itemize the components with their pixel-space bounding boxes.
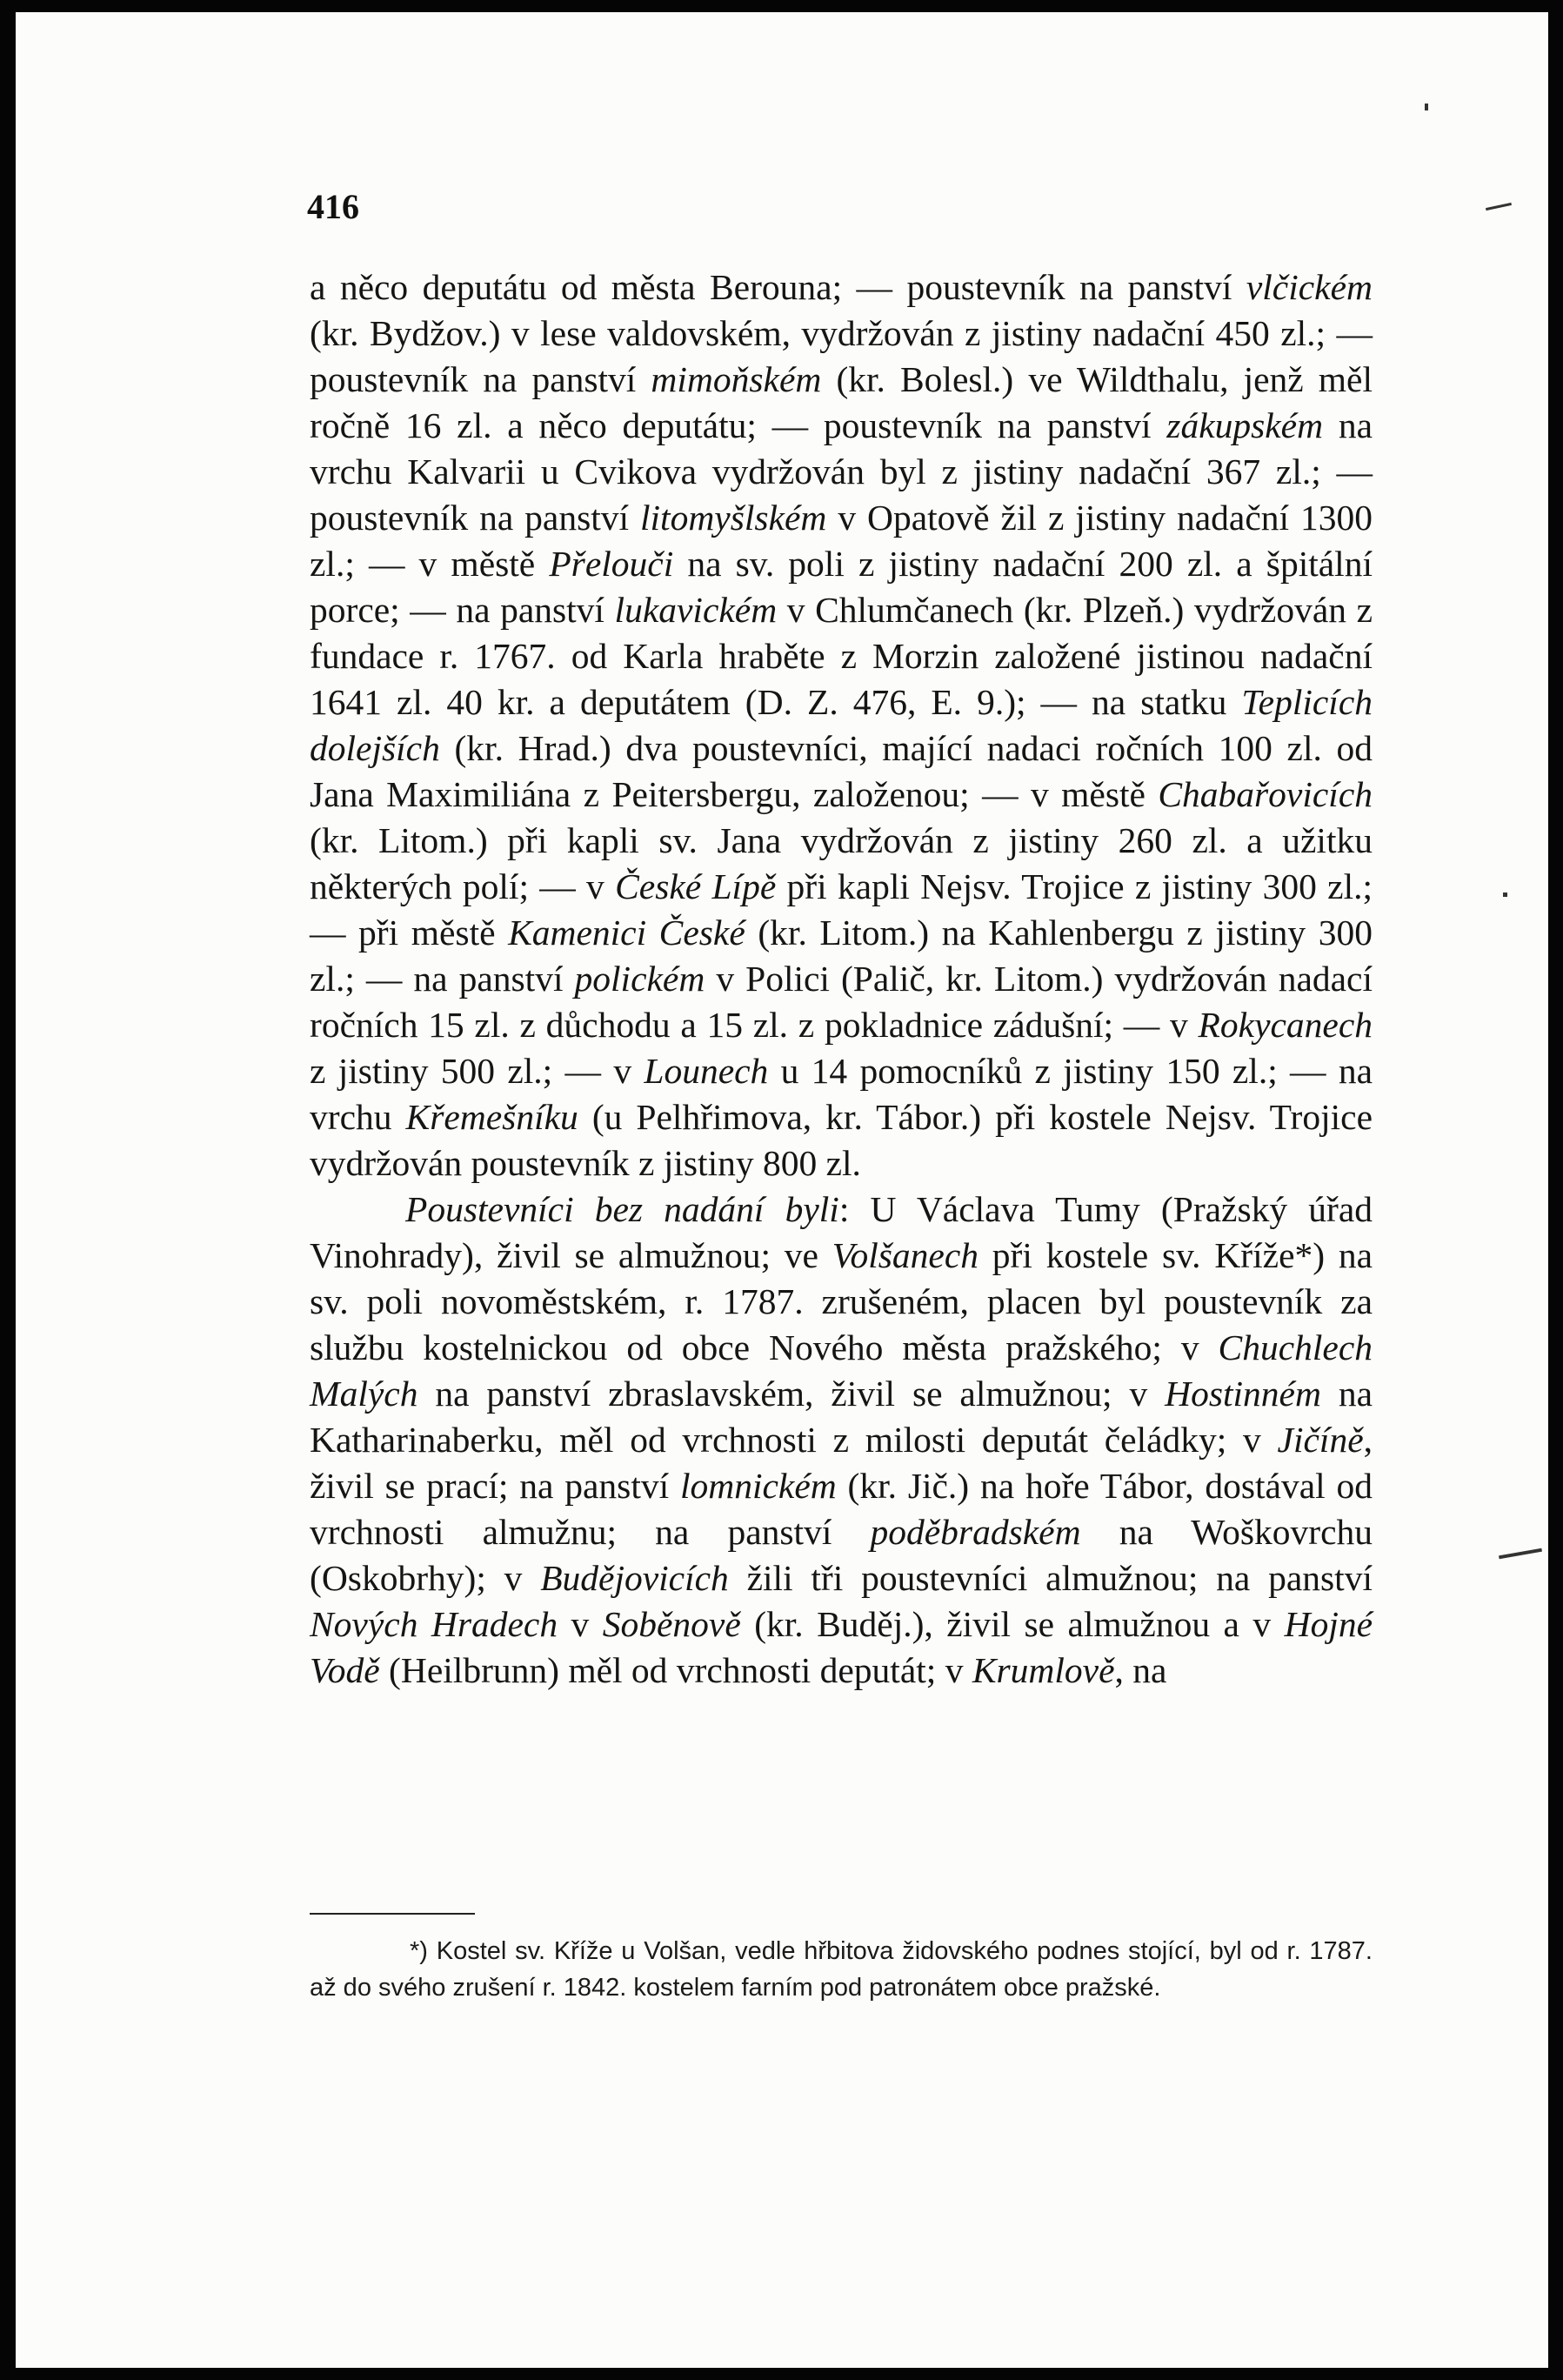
scan-speck bbox=[1499, 1548, 1542, 1560]
italic-place-name: Chabařovicích bbox=[1158, 774, 1373, 814]
text-run: (kr. Jič.) na hoře Tábor, dostával od vrchnosti almužnu; na panství bbox=[310, 1466, 1373, 1552]
text-run: v Opatově žil z jistiny nadační 1300 zl.; — v městě bbox=[310, 498, 1373, 584]
paragraph bbox=[310, 1187, 1373, 1694]
scan-speck bbox=[1503, 892, 1507, 897]
italic-place-name: Hostinném bbox=[1165, 1374, 1321, 1414]
text-run: (kr. Litom.) na Kahlenbergu z jistiny 300 zl.; — na panství bbox=[310, 913, 1373, 999]
page-number: 416 bbox=[307, 187, 359, 226]
scan-speck bbox=[1486, 203, 1512, 211]
italic-place-name: poděbradském bbox=[870, 1512, 1081, 1552]
text-run: (kr. Buděj.), živil se almužnou a v bbox=[740, 1604, 1285, 1644]
text-run: při kostele sv. Kříže*) na sv. poli novoměstském, r. 1787. zrušeném, placen byl poustevník za službu kostelnickou od obce Nového města pražského; v bbox=[310, 1235, 1373, 1367]
text-run: při kapli Nejsv. Trojice z jistiny 300 zl.; — při městě bbox=[310, 866, 1373, 953]
italic-place-name: polickém bbox=[574, 959, 705, 999]
italic-place-name: lukavickém bbox=[614, 590, 778, 630]
paragraph bbox=[310, 264, 1373, 1187]
italic-place-name: litomyšlském bbox=[640, 498, 827, 538]
text-run: na vrchu Kalvarii u Cvikova vydržován byl z jistiny nadační 367 zl.; — poustevník na panství bbox=[310, 405, 1373, 538]
footnote: *) Kostel sv. Kříže u Volšan, vedle hřbitova židovského podnes stojící, byl od r. 1787. až do svého zrušení r. 1842. kostelem farním pod patronátem obce pražské. bbox=[310, 1937, 1373, 2002]
italic-place-name: Teplicích dolejších bbox=[310, 682, 1373, 768]
italic-place-name: Rokycanech bbox=[1198, 1005, 1373, 1045]
italic-place-name: Soběnově bbox=[602, 1604, 741, 1644]
italic-place-name: Přelouči bbox=[549, 544, 674, 584]
italic-place-name: Kamenici České bbox=[508, 913, 745, 953]
text-run: na sv. poli z jistiny nadační 200 zl. a špitální porce; — na panství bbox=[310, 544, 1373, 630]
text-run: : U Václava Tumy (Pražský úřad Vinohrady), živil se almužnou; ve bbox=[310, 1189, 1373, 1275]
book-page bbox=[16, 12, 1548, 2368]
text-run: u 14 pomocníků z jistiny 150 zl.; — na vrchu bbox=[310, 1051, 1373, 1137]
italic-place-name: vlčickém bbox=[1246, 267, 1373, 307]
text-run: na Katharinaberku, měl od vrchnosti z milosti deputát čeládky; v bbox=[310, 1374, 1373, 1460]
italic-place-name: lomnickém bbox=[679, 1466, 837, 1506]
text-run: (kr. Hrad.) dva poustevníci, mající nadaci ročních 100 zl. od Jana Maximiliána z Peitersbergu, založenou; — v městě bbox=[310, 728, 1373, 814]
text-run: v bbox=[558, 1604, 603, 1644]
text-run: , živil se prací; na panství bbox=[310, 1420, 1373, 1506]
text-run: na panství zbraslavském, živil se almužnou; v bbox=[417, 1374, 1166, 1414]
italic-place-name: zákupském bbox=[1166, 405, 1324, 445]
text-run: žili tři poustevníci almužnou; na panství bbox=[728, 1558, 1373, 1598]
italic-place-name: Krumlově bbox=[972, 1650, 1115, 1690]
italic-place-name: Křemešníku bbox=[405, 1097, 578, 1137]
text-run: (kr. Litom.) při kapli sv. Jana vydržován z jistiny 260 zl. a užitku některých polí; — v bbox=[310, 820, 1373, 906]
italic-place-name: Hojné Vodě bbox=[310, 1604, 1373, 1690]
italic-place-name: Budějovicích bbox=[540, 1558, 729, 1598]
text-run: v Chlumčanech (kr. Plzeň.) vydržován z fundace r. 1767. od Karla hraběte z Morzin založené jistinou nadační 1641 zl. 40 kr. a deputátem (D. Z. 476, E. 9.); — na statku bbox=[310, 590, 1373, 722]
text-run: (kr. Bolesl.) ve Wildthalu, jenž měl ročně 16 zl. a něco deputátu; — poustevník na panství bbox=[310, 359, 1373, 445]
italic-place-name: Jičíně bbox=[1277, 1420, 1364, 1460]
scan-speck bbox=[1425, 104, 1428, 110]
italic-place-name: Volšanech bbox=[832, 1235, 979, 1275]
text-run: (Heilbrunn) měl od vrchnosti deputát; v bbox=[379, 1650, 972, 1690]
italic-place-name: Nových Hradech bbox=[310, 1604, 558, 1644]
italic-place-name: Poustevníci bez nadání byli bbox=[405, 1189, 839, 1229]
text-run: v Polici (Palič, kr. Litom.) vydržován nadací ročních 15 zl. z důchodu a 15 zl. z pokladnice zádušní; — v bbox=[310, 959, 1373, 1045]
italic-place-name: Lounech bbox=[644, 1051, 769, 1091]
italic-place-name: Chuchlech Malých bbox=[310, 1327, 1373, 1414]
text-run: (u Pelhřimova, kr. Tábor.) při kostele Nejsv. Trojice vydržován poustevník z jistiny 800 zl. bbox=[310, 1097, 1373, 1183]
italic-place-name: České Lípě bbox=[615, 866, 777, 906]
text-run: (kr. Bydžov.) v lese valdovském, vydržován z jistiny nadační 450 zl.; — poustevník na panství bbox=[310, 313, 1373, 399]
footnote-divider bbox=[310, 1913, 475, 1915]
text-run: a něco deputátu od města Berouna; — poustevník na panství bbox=[310, 267, 1246, 307]
body-text bbox=[310, 264, 1373, 1694]
italic-place-name: mimoňském bbox=[651, 359, 822, 399]
text-run: , na bbox=[1114, 1650, 1167, 1690]
text-run: na Woškovrchu (Oskobrhy); v bbox=[310, 1512, 1373, 1598]
text-run: z jistiny 500 zl.; — v bbox=[310, 1051, 645, 1091]
